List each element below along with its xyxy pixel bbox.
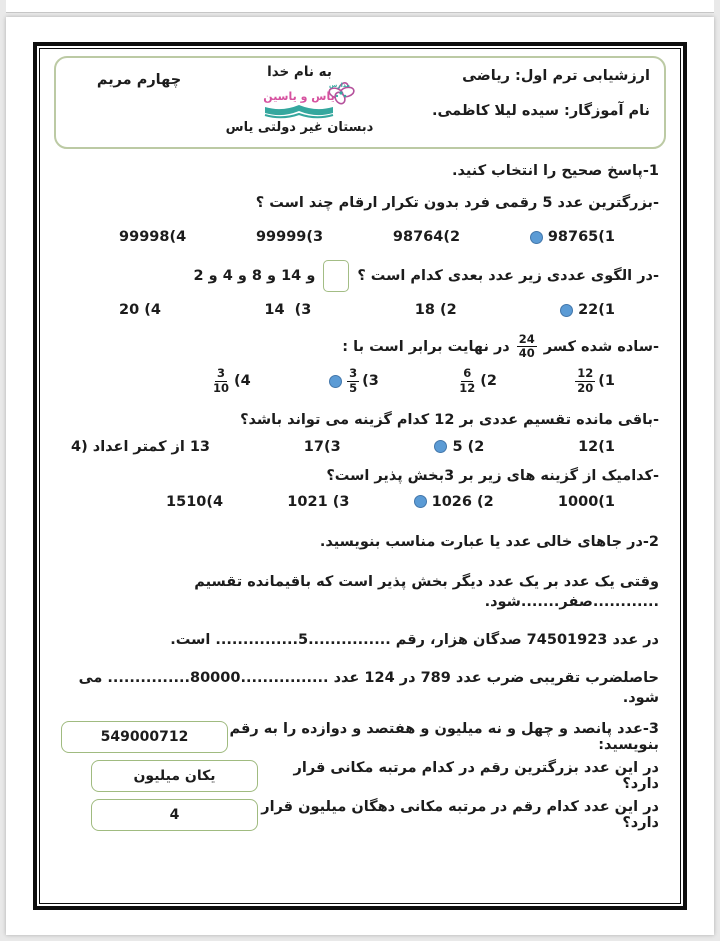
q2-fill3: حاصلضرب تقریبی ضرب عدد 789 در 124 عدد ................80000............... می شود.: [78, 669, 659, 706]
option-1: $\frac{12}{20}$ (1: [577, 366, 615, 395]
exam-header-box: [54, 56, 666, 149]
option-4: 99998(4: [119, 229, 187, 245]
question-fraction: $\frac{24}{40}$: [518, 332, 535, 361]
q2-fill2: در عدد 74501923 صدگان هزار، رقم ...............5............... است.: [170, 631, 659, 648]
question3-row: [61, 721, 659, 753]
school-name: دبستان غیر دولتی یاس: [225, 120, 374, 135]
option-2: 98764(2: [392, 229, 461, 245]
page-border-frame-inner: [39, 48, 681, 904]
option-2: $\frac{6}{12}$ (2: [459, 366, 497, 395]
question3-text: در این عدد کدام رقم در مرتبه مکانی دهگان میلیون قرار دارد؟: [261, 798, 659, 831]
option-fraction: $\frac{3}{10}$: [213, 366, 230, 395]
selected-answer-dot: [560, 304, 573, 317]
q1-sub2-text: -در الگوی عددی زیر عدد بعدی کدام است ؟: [357, 268, 659, 284]
open-book-icon: [265, 105, 333, 117]
q1-sub3-text-after: در نهایت برابر است با :: [342, 338, 510, 355]
option-1: 12(1: [578, 438, 615, 455]
header-center-block: [214, 58, 385, 147]
question1-title: 1-پاسخ صحیح را انتخاب کنید.: [451, 163, 659, 179]
q1-sub2-sequence: و 14 و 8 و 4 و 2: [193, 268, 316, 284]
question3-row: [61, 799, 659, 831]
option-3: 14 (3: [264, 302, 312, 318]
class-name: چهارم مریم: [96, 72, 182, 88]
option-4: 20 (4: [119, 302, 161, 318]
school-logo: [237, 80, 363, 122]
logo-small-text: مدارس: [328, 82, 350, 89]
q1-sub1-text: -بزرگترین عدد 5 رقمی فرد بدون تکرار ارقام چند است ؟: [255, 195, 659, 211]
exam-title: ارزشیابی ترم اول: ریاضی: [462, 68, 650, 84]
option-1-selected: 98765(1: [530, 229, 615, 245]
option-4: 1510(4: [166, 493, 224, 510]
option-3: 99999(3: [255, 229, 324, 245]
previous-page-bottom-edge: [6, 0, 714, 13]
option-2-selected: 1026 (2: [414, 494, 494, 510]
option-fraction: $\frac{3}{5}$: [349, 366, 358, 395]
q1-sub5-text: -کدامیک از گزینه های زیر بر 3بخش پذیر است؟: [326, 467, 659, 484]
bismillah-text: به نام خدا: [267, 64, 332, 80]
q1-sub2-options: [61, 302, 659, 318]
option-2: 18 (2: [414, 302, 457, 318]
q1-sub1-options: [61, 229, 659, 245]
q1-sub3-options: [61, 367, 659, 394]
page-border-frame: [33, 42, 687, 910]
q1-sub3-line: [61, 333, 659, 360]
teacher-name: نام آموزگار: سیده لیلا کاظمی.: [431, 103, 650, 120]
q1-sub5-options: [61, 494, 659, 510]
option-4: 4) اعداد کمتر از 13: [71, 438, 211, 455]
option-4: $\frac{3}{10}$ (4: [213, 366, 251, 395]
option-3: 17(3: [303, 438, 341, 455]
answer-box-number[interactable]: 549000712: [61, 721, 228, 753]
q1-sub2-line: [61, 260, 659, 292]
selected-answer-dot: [530, 231, 543, 244]
selected-answer-dot: [414, 495, 427, 508]
selected-answer-dot: [329, 375, 342, 388]
option-fraction: $\frac{12}{20}$: [577, 366, 594, 395]
option-fraction: $\frac{6}{12}$: [459, 366, 476, 395]
option-1: 1000(1: [557, 493, 615, 510]
header-right-block: [385, 58, 664, 147]
option-1-selected: 22(1: [560, 302, 615, 318]
question3-text: 3-عدد پانصد و چهل و نه میلیون و هفتصد و دوازده را به رقم بنویسید:: [229, 720, 659, 753]
pattern-blank-box[interactable]: [323, 260, 349, 292]
question3-row: [61, 760, 659, 792]
q1-sub3-text-before: -ساده شده کسر: [543, 338, 659, 355]
document-page: [6, 17, 714, 935]
question2-title: 2-در جاهای خالی عدد یا عبارت مناسب بنویسید.: [319, 533, 659, 550]
questions-area: [47, 161, 673, 831]
option-3-selected: $\frac{3}{5}$ (3: [329, 367, 379, 394]
answer-box-place-value[interactable]: یکان میلیون: [91, 760, 258, 792]
question3-text: در این عدد بزرگترین رقم در کدام مرتبه مکانی قرار دارد؟: [293, 759, 659, 792]
option-2-selected: 5 (2: [434, 439, 484, 455]
q2-fill1: وقتی یک عدد بر یک عدد دیگر بخش پذیر است که باقیمانده تقسیم ............صفر.......شود.: [194, 573, 659, 610]
q1-sub4-options: [61, 439, 659, 455]
answer-box-digit[interactable]: 4: [91, 799, 258, 831]
option-3: 1021 (3: [287, 493, 350, 510]
q1-sub4-text: -باقی مانده تقسیم عددی بر 12 کدام گزینه می تواند باشد؟: [240, 411, 659, 428]
page-content: [40, 49, 680, 903]
selected-answer-dot: [434, 440, 447, 453]
logo-name-text: یاس و یاسین: [262, 90, 335, 103]
